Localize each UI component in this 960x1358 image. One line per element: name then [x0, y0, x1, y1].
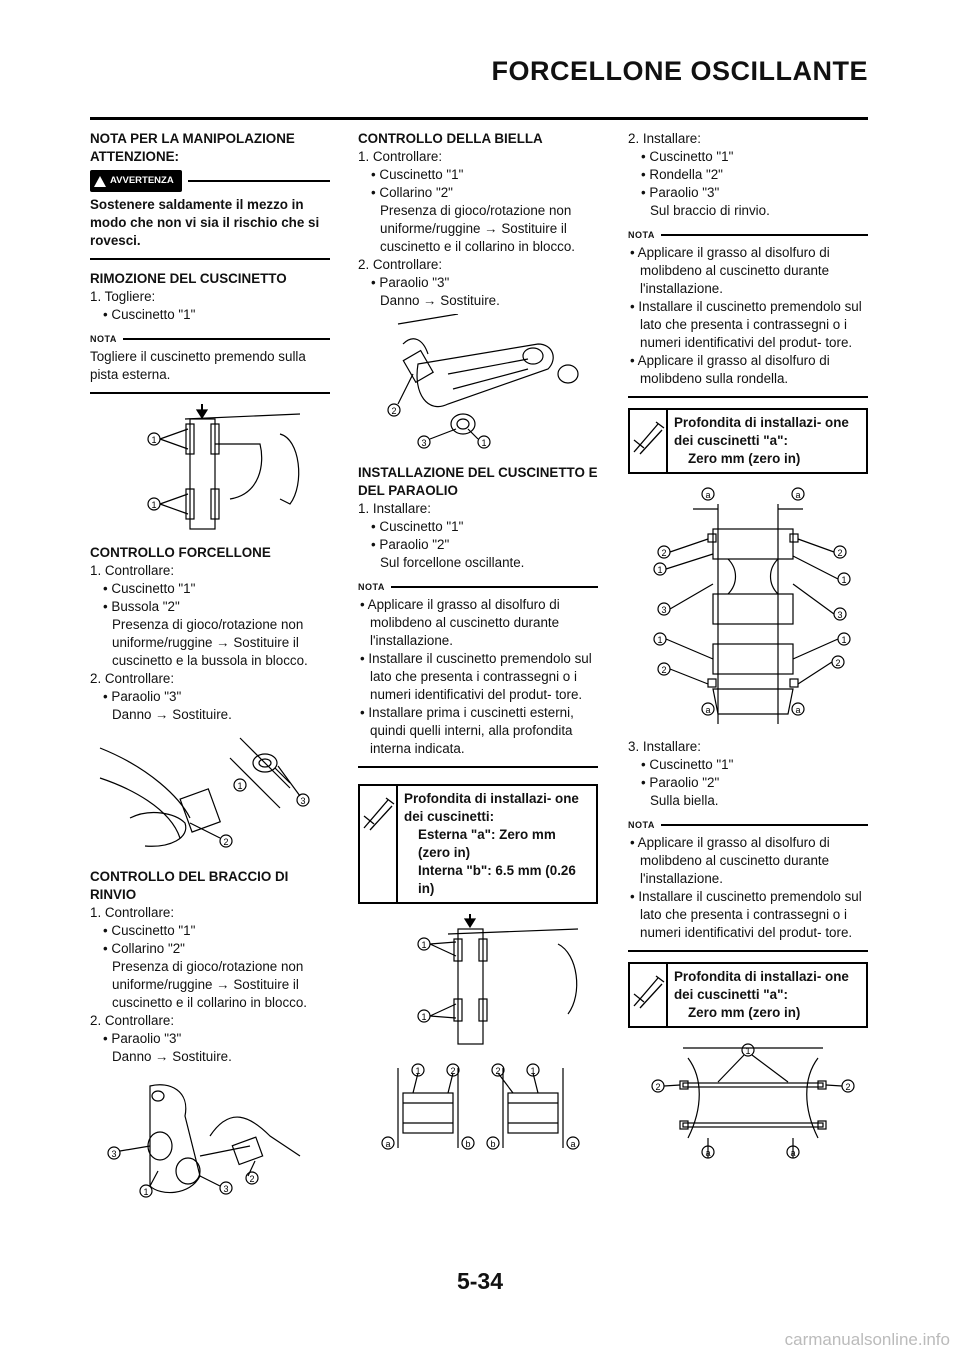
wrench-spec-icon	[630, 410, 668, 472]
svg-text:a: a	[385, 1139, 391, 1149]
wrench-spec-icon	[630, 964, 668, 1026]
connecting-rod-check-figure	[358, 314, 598, 454]
svg-text:a: a	[705, 705, 711, 715]
header-rule	[90, 117, 868, 120]
section-heading: CONTROLLO FORCELLONE	[90, 545, 271, 560]
svg-text:a: a	[795, 490, 801, 500]
column-2: CONTROLLO DELLA BIELLA 1. Controllare: • Cuscinetto "1" • Collarino "2" Presenza di gioco/rotazione non uniforme/ruggine → Sostituire il cuscinetto e il collarino in blocco. 2. Controllare: • Paraolio "3" Danno → Sostituire. 2 3 1 INSTALLAZIONE DEL CUSCINETTO E DEL PARAOLIO 1. Installare: • Cuscinetto "1" • Paraolio "2" Sul forcellone oscillante. NOTA • Applicare il grasso al disolfuro di molibdeno al cuscinetto durante l'installazione. • Installare il cuscinetto premendolo sul lato che presenta i contrassegni o i numeri identificativi del produt- tore. • Installare prima i cuscinetti esterni, quindi quelli interni, alla profondita interna indicata. Profondita di installazi- one dei cuscinetti: Esterna "a": Zero mm (zero in) Interna "b": 6.5 mm (0.26 in) 1 1 1 2 2 1 a b b a	[358, 130, 598, 1162]
svg-text:1: 1	[841, 575, 847, 585]
spec-box: Profondita di installazi- one dei cuscinetti: Esterna "a": Zero mm (zero in) Interna "b": 6.5 mm (0.26 in)	[358, 784, 598, 904]
section-heading: CONTROLLO DELLA BIELLA	[358, 131, 543, 146]
section-heading: NOTA PER LA MANIPOLAZIONE	[90, 131, 295, 146]
warning-text: Sostenere saldamente il mezzo in modo che non vi sia il rischio che si rovesci.	[90, 197, 320, 248]
section-heading: CONTROLLO DEL BRACCIO DI RINVIO	[90, 869, 289, 902]
watermark: carmanualsonline.info	[784, 1330, 950, 1349]
relay-arm-check-figure	[90, 1076, 330, 1206]
page-number: 5-34	[456, 1268, 504, 1294]
column-3: 2. Installare: • Cuscinetto "1" • Rondella "2" • Paraolio "3" Sul braccio di rinvio. NOTA • Applicare il grasso al disolfuro di molibdeno al cuscinetto durante l'installazione. • Installare il cuscinetto premendolo sul lato che presenta i contrassegni o i numeri identificativi del produt- tore. • Applicare il grasso al disolfuro di molibdeno sulla rondella. Profondita di installazi- one dei cuscinetti "a": Zero mm (zero in) a a 2 2 1 1 3 3 1 1 2 2 a a 3. Installare: • Cuscinetto "1" • Paraolio "2" Sulla biella. NOTA • Applicare il grasso al disolfuro di molibdeno al cuscinetto durante l'installazione. • Installare il cuscinetto premendolo sul lato che presenta i contrassegni o i numeri identificativi del produt- tore. Profondita di installazi- one dei cuscinetti "a": Zero mm (zero in) 1 2 2 a a	[628, 130, 868, 1172]
svg-text:1: 1	[237, 781, 243, 791]
svg-text:2: 2	[655, 1082, 661, 1092]
svg-text:2: 2	[450, 1066, 456, 1076]
svg-text:1: 1	[657, 565, 663, 575]
relay-arm-install-figure	[628, 484, 868, 734]
section-heading: RIMOZIONE DEL CUSCINETTO	[90, 271, 287, 286]
svg-text:a: a	[795, 705, 801, 715]
svg-text:2: 2	[391, 406, 397, 416]
svg-text:3: 3	[661, 605, 667, 615]
svg-text:1: 1	[841, 635, 847, 645]
bearing-removal-figure	[90, 404, 330, 534]
svg-text:2: 2	[837, 548, 843, 558]
svg-text:a: a	[790, 1148, 796, 1158]
svg-text:1: 1	[421, 940, 427, 950]
svg-text:3: 3	[111, 1149, 117, 1159]
column-1: NOTA PER LA MANIPOLAZIONE ATTENZIONE: AVVERTENZA Sostenere saldamente il mezzo in modo che non vi sia il rischio che si rovesci. RIMOZIONE DEL CUSCINETTO 1. Togliere: • Cuscinetto "1" NOTA Togliere il cuscinetto premendo sulla pista esterna. 1 1 CONTROLLO FORCELLONE 1. Controllare: • Cuscinetto "1" • Bussola "2" Presenza di gioco/rotazione non uniforme/ruggine → Sostituire il cuscinetto e la bussola in blocco. 2. Controllare: • Paraolio "3" Danno → Sostituire. 1 3 2 CONTROLLO DEL BRACCIO DI RINVIO 1. Controllare: • Cuscinetto "1" • Collarino "2" Presenza di gioco/rotazione non uniforme/ruggine → Sostituire il cuscinetto e il collarino in blocco. 2. Controllare: • Paraolio "3" Danno → Sostituire. 3 1 3 2	[90, 130, 330, 1210]
svg-text:1: 1	[151, 435, 157, 445]
spec-box: Profondita di installazi- one dei cuscinetti "a": Zero mm (zero in)	[628, 962, 868, 1028]
svg-text:1: 1	[151, 500, 157, 510]
svg-text:a: a	[570, 1139, 576, 1149]
warning-badge: AVVERTENZA	[90, 170, 182, 192]
spec-box: Profondita di installazi- one dei cuscinetti "a": Zero mm (zero in)	[628, 408, 868, 474]
svg-text:2: 2	[661, 548, 667, 558]
svg-text:3: 3	[421, 438, 427, 448]
connecting-rod-install-figure	[628, 1038, 868, 1168]
svg-text:2: 2	[223, 837, 229, 847]
svg-text:1: 1	[657, 635, 663, 645]
svg-text:1: 1	[530, 1066, 536, 1076]
section-heading: INSTALLAZIONE DEL CUSCINETTO E DEL PARAOLIO	[358, 465, 598, 498]
svg-text:3: 3	[837, 610, 843, 620]
svg-text:2: 2	[835, 658, 841, 668]
svg-text:2: 2	[249, 1174, 255, 1184]
svg-text:b: b	[465, 1139, 471, 1149]
page-title: FORCELLONE OSCILLANTE	[491, 56, 868, 86]
svg-text:2: 2	[495, 1066, 501, 1076]
warning-icon	[94, 176, 106, 187]
swingarm-check-figure	[90, 728, 330, 858]
svg-text:3: 3	[300, 796, 306, 806]
svg-text:a: a	[705, 1148, 711, 1158]
bearing-depth-figure	[358, 1058, 598, 1158]
svg-text:1: 1	[481, 438, 487, 448]
svg-text:1: 1	[745, 1046, 751, 1056]
nota-header: NOTA	[628, 816, 868, 834]
nota-header: NOTA	[358, 578, 598, 596]
svg-text:b: b	[490, 1139, 496, 1149]
nota-header: NOTA	[90, 330, 330, 348]
nota-header: NOTA	[628, 226, 868, 244]
svg-text:1: 1	[143, 1187, 149, 1197]
svg-text:2: 2	[661, 665, 667, 675]
svg-text:1: 1	[421, 1012, 427, 1022]
warning-header	[90, 170, 330, 192]
section-heading: ATTENZIONE:	[90, 149, 180, 164]
bearing-install-figure	[358, 914, 598, 1054]
wrench-spec-icon	[360, 786, 398, 902]
svg-text:a: a	[705, 490, 711, 500]
svg-text:3: 3	[223, 1184, 229, 1194]
svg-text:2: 2	[845, 1082, 851, 1092]
svg-text:1: 1	[415, 1066, 421, 1076]
